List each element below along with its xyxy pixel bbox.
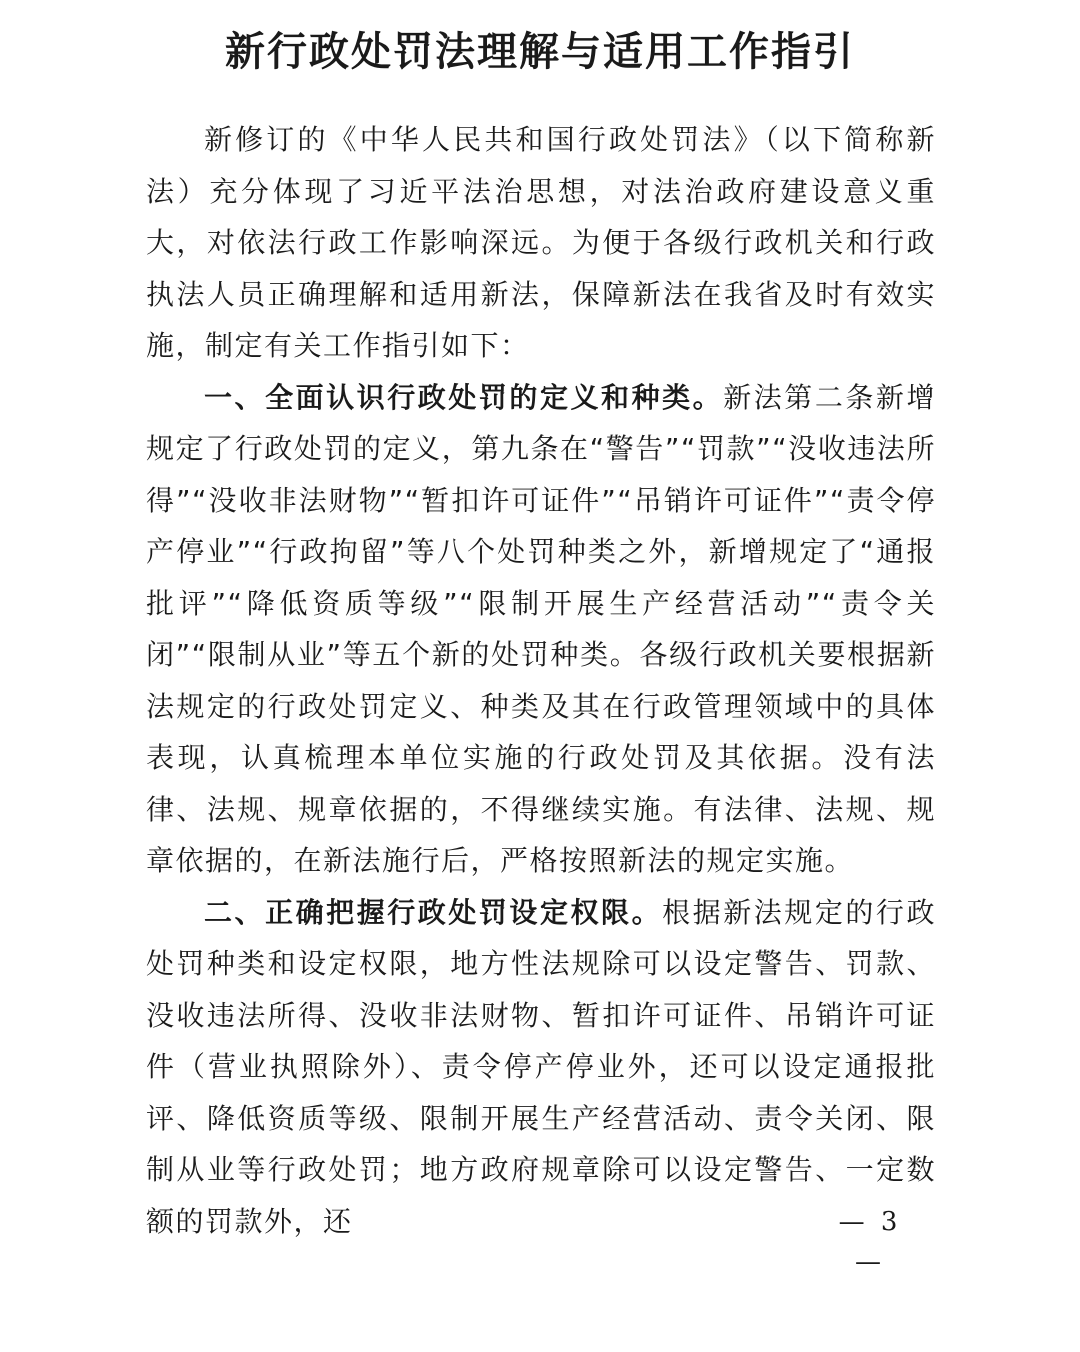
- section-one-text: 新法第二条新增规定了行政处罚的定义，第九条在“警告”“罚款”“没收违法所得”“没收非法财物”“暂扣许可证件”“吊销许可证件”“责令停产停业”“行政拘留”等八个处罚种类之外，新增规定了“通报批评”“降低资质等级”“限制开展生产经营活动”“责令关闭”“限制从业”等五个新的处罚种类。各级行政机关要根据新法规定的行政处罚定义、种类及其在行政管理领域中的具体表现，认真梳理本单位实施的行政处罚及其依据。没有法律、法规、规章依据的，不得继续实施。有法律、法规、规章依据的，在新法施行后，严格按照新法的规定实施。: [146, 380, 936, 877]
- page-number: — 3 —: [838, 1207, 902, 1277]
- intro-paragraph: 新修订的《中华人民共和国行政处罚法》（以下简称新法）充分体现了习近平法治思想，对法治政府建设意义重大，对依法行政工作影响深远。为便于各级行政机关和行政执法人员正确理解和适用新法，保障新法在我省及时有效实施，制定有关工作指引如下：: [146, 123, 936, 362]
- section-two-text: 根据新法规定的行政处罚种类和设定权限，地方性法规除可以设定警告、罚款、没收违法所得、没收非法财物、暂扣许可证件、吊销许可证件（营业执照除外）、责令停产停业外，还可以设定通报批评、降低资质等级、限制开展生产经营活动、责令关闭、限制从业等行政处罚；地方政府规章除可以设定警告、一定数额的罚款外，还: [146, 895, 936, 1238]
- document-body: [146, 114, 936, 1247]
- section-two-paragraph: [146, 887, 936, 1248]
- section-one-paragraph: [146, 372, 936, 887]
- section-one-heading: 一、全面认识行政处罚的定义和种类。: [204, 380, 724, 414]
- document-title: 新行政处罚法理解与适用工作指引: [225, 28, 855, 75]
- section-two-heading: 二、正确把握行政处罚设定权限。: [204, 895, 663, 929]
